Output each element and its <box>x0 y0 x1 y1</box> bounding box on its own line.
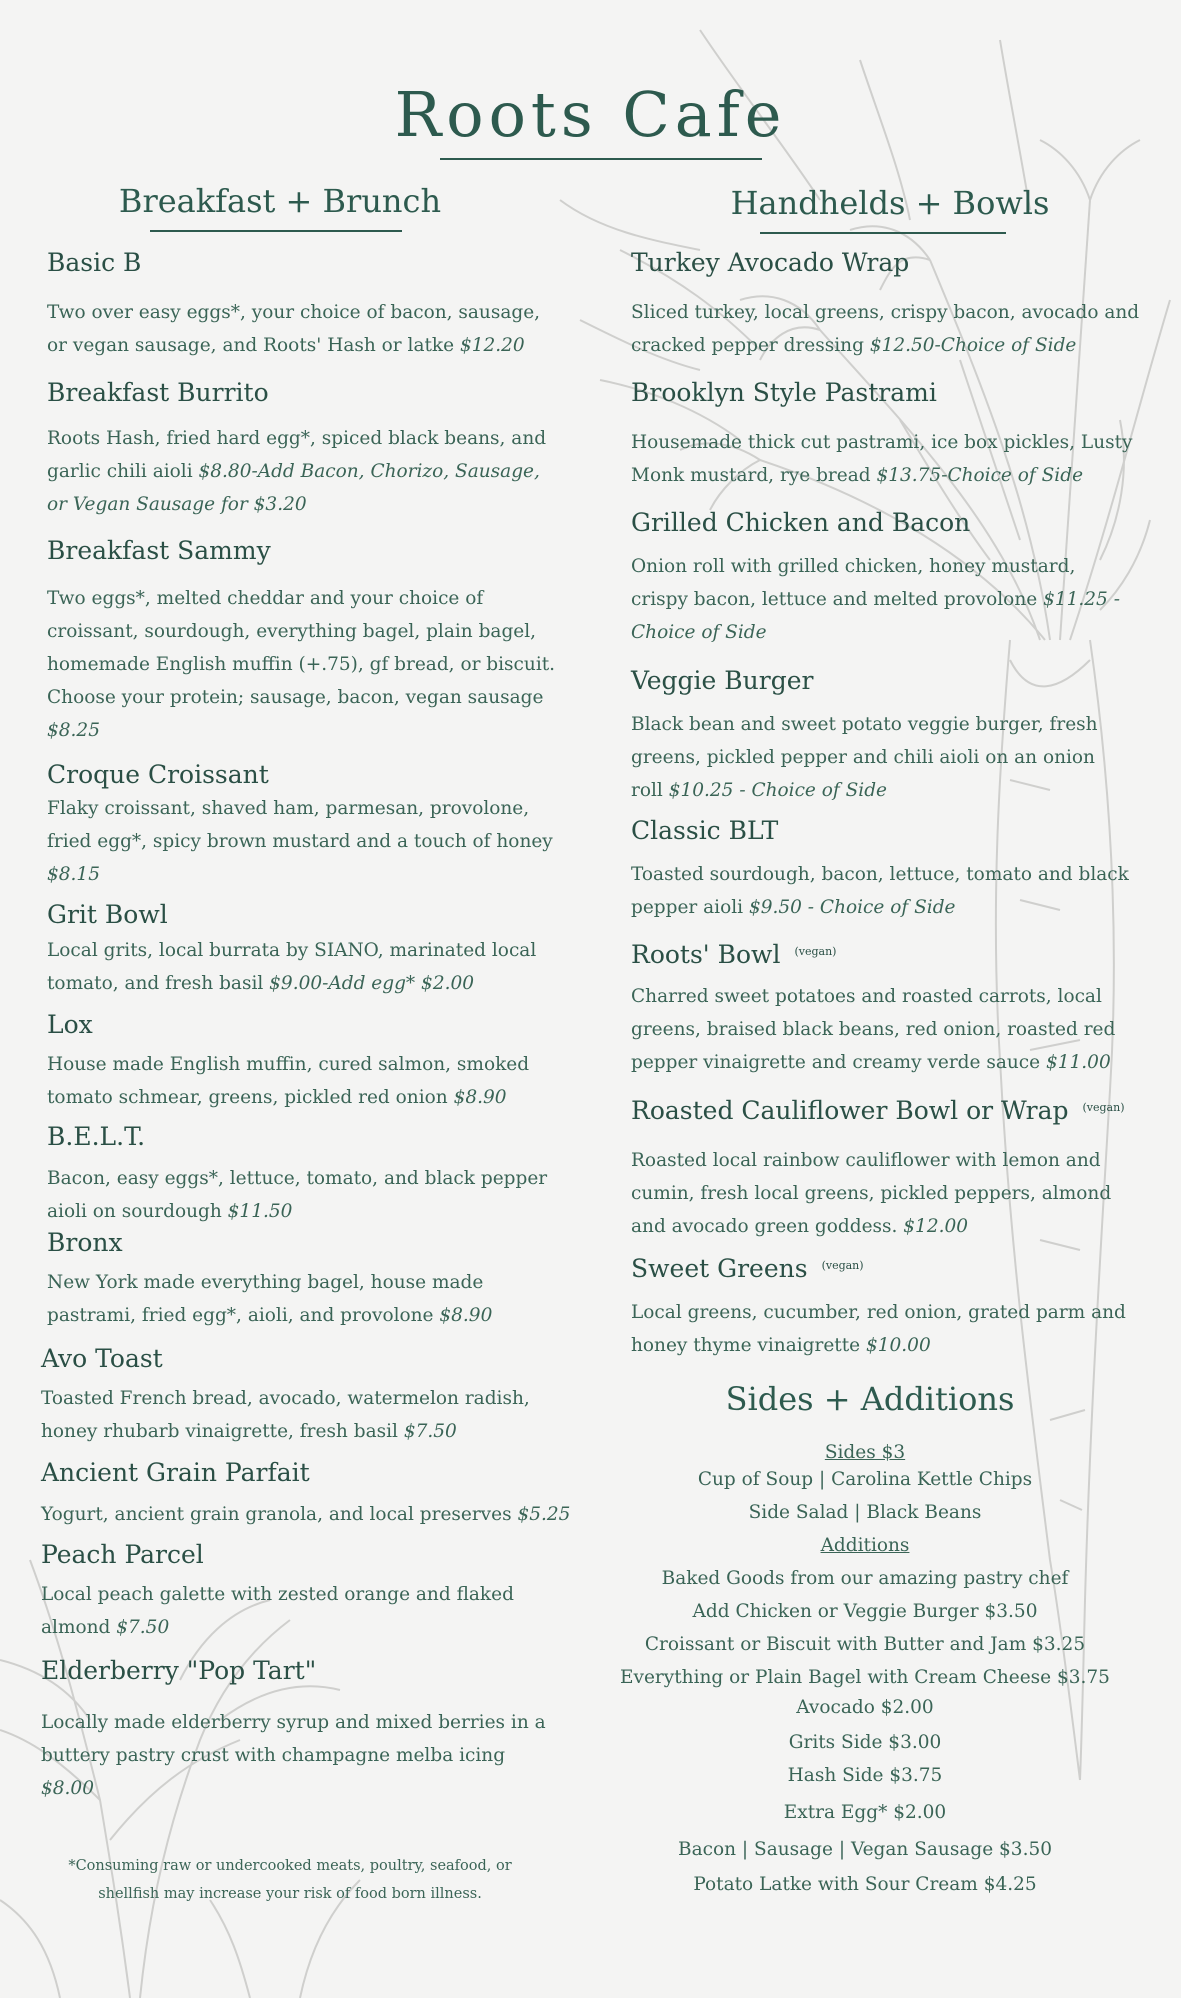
addition-line: Potato Latke with Sour Cream $4.25 <box>693 1874 1037 1895</box>
menu-item-name: Ancient Grain Parfait <box>41 1458 310 1487</box>
addition-line: Baked Goods from our amazing pastry chef <box>661 1568 1069 1589</box>
menu-item-price: $8.90 <box>439 1305 493 1326</box>
menu-item-price: $8.00 <box>41 1778 94 1799</box>
menu-item-description: Local greens, cucumber, red onion, grated parm and honey thyme vinaigrette $10.00 <box>631 1302 1126 1356</box>
menu-item-price: $8.80-Add Bacon, Chorizo, Sausage, or Vegan Sausage for $3.20 <box>47 461 540 515</box>
menu-item-description: Two eggs*, melted cheddar and your choice of croissant, sourdough, everything bagel, plain bagel, homemade English muffin (+.75), gf bread, or biscuit. Choose your protein; sausage, bacon, vegan sausage $8.25 <box>47 588 556 741</box>
menu-item-name: Bronx <box>47 1228 123 1257</box>
menu-item-price: $12.20 <box>459 335 525 356</box>
sides-line: Side Salad | Black Beans <box>748 1502 982 1523</box>
addition-line: Everything or Plain Bagel with Cream Cheese $3.75 <box>620 1667 1110 1688</box>
menu-item-name: Sweet Greens $^{(vegan)}$ <box>631 1254 864 1283</box>
menu-item-name: Grilled Chicken and Bacon <box>631 508 971 537</box>
menu-item-price: $12.50-Choice of Side <box>869 335 1077 356</box>
menu-item-description: Toasted French bread, avocado, watermelon radish, honey rhubarb vinaigrette, fresh basil $7.50 <box>41 1388 530 1442</box>
menu-item-description: Bacon, easy eggs*, lettuce, tomato, and black pepper aioli on sourdough $11.50 <box>47 1168 548 1222</box>
menu-item-name: Avo Toast <box>41 1344 163 1373</box>
addition-line: Grits Side $3.00 <box>788 1732 942 1753</box>
menu-item-name: Peach Parcel <box>41 1540 204 1569</box>
menu-item-name: Roots' Bowl $^{(vegan)}$ <box>631 940 837 969</box>
sides-line: Cup of Soup | Carolina Kettle Chips <box>697 1469 1033 1490</box>
menu-item-description: Locally made elderberry syrup and mixed berries in a buttery pastry crust with champagne melba icing $8.00 <box>41 1712 546 1799</box>
menu-item-description: House made English muffin, cured salmon, smoked tomato schmear, greens, pickled red onion $8.90 <box>47 1054 530 1108</box>
menu-item-price: $12.00 <box>903 1216 969 1237</box>
menu-item-price: $7.50 <box>403 1421 457 1442</box>
vegan-tag: (vegan) <box>821 1259 864 1272</box>
menu-item-price: $11.25 - Choice of Side <box>631 589 1120 643</box>
menu-item-price: $11.50 <box>227 1201 293 1222</box>
menu-item-name: Lox <box>47 1010 93 1039</box>
menu-item-price: $13.75-Choice of Side <box>876 465 1084 486</box>
menu-item-description: Onion roll with grilled chicken, honey mustard, crispy bacon, lettuce and melted provolone $11.25 - Choice of Side <box>631 556 1120 643</box>
menu-item-price: $9.50 - Choice of Side <box>748 897 956 918</box>
menu-item-price: $8.90 <box>453 1087 507 1108</box>
addition-line: Extra Egg* $2.00 <box>783 1802 947 1823</box>
menu-item-description: Sliced turkey, local greens, crispy bacon, avocado and cracked pepper dressing $12.50-Choice of Side <box>631 302 1140 356</box>
menu-item-price: $10.25 - Choice of Side <box>668 780 888 801</box>
addition-line: Bacon | Sausage | Vegan Sausage $3.50 <box>677 1839 1052 1860</box>
menu-item-description: Yogurt, ancient grain granola, and local preserves $5.25 <box>41 1504 571 1525</box>
addition-line: Hash Side $3.75 <box>787 1765 943 1786</box>
additions-label: Additions <box>820 1535 910 1556</box>
menu-item-name: Veggie Burger <box>631 666 814 695</box>
breakfast-heading: Breakfast + Brunch <box>118 182 442 220</box>
menu-item-description: Toasted sourdough, bacon, lettuce, tomato and black pepper aioli $9.50 - Choice of Side <box>631 864 1129 918</box>
menu-item-price: $8.15 <box>47 864 100 885</box>
menu-item-description: Housemade thick cut pastrami, ice box pickles, Lusty Monk mustard, rye bread $13.75-Choice of Side <box>631 432 1133 486</box>
menu-item-price: $8.25 <box>47 720 100 741</box>
addition-line: Croissant or Biscuit with Butter and Jam $3.25 <box>644 1634 1086 1655</box>
vegan-tag: (vegan) <box>1082 1101 1125 1114</box>
menu-item-price: $10.00 <box>865 1335 931 1356</box>
handhelds-heading: Handhelds + Bowls <box>730 184 1050 222</box>
menu-item-name: Breakfast Sammy <box>47 536 271 565</box>
menu-item-description: Flaky croissant, shaved ham, parmesan, provolone, fried egg*, spicy brown mustard and a touch of honey $8.15 <box>47 798 553 885</box>
menu-item-price: $7.50 <box>116 1617 170 1638</box>
menu-item-description: Two over easy eggs*, your choice of bacon, sausage, or vegan sausage, and Roots' Hash or latke $12.20 <box>47 302 541 356</box>
menu-item-name: Breakfast Burrito <box>47 378 269 407</box>
menu-item-name: Brooklyn Style Pastrami <box>631 378 937 407</box>
menu-item-description: New York made everything bagel, house made pastrami, fried egg*, aioli, and provolone $8.90 <box>47 1272 493 1326</box>
sides-heading: Sides + Additions <box>725 1380 1015 1418</box>
handhelds-heading-underline <box>760 232 1006 234</box>
menu-item-price: $5.25 <box>517 1504 571 1525</box>
menu-item-description: Charred sweet potatoes and roasted carrots, local greens, braised black beans, red onion, roasted red pepper vinaigrette and creamy verde sauce $11.00 <box>631 986 1116 1073</box>
breakfast-heading-underline <box>150 230 402 232</box>
page-title: Roots Cafe <box>394 78 787 151</box>
food-safety-disclaimer: *Consuming raw or undercooked meats, poultry, seafood, or shellfish may increase your risk of food born illness. <box>68 1858 512 1902</box>
addition-line: Avocado $2.00 <box>796 1697 934 1718</box>
vegan-tag: (vegan) <box>794 945 837 958</box>
menu-item-name: Roasted Cauliflower Bowl or Wrap $^{(vegan)}$ <box>631 1096 1125 1125</box>
menu-item-name: Grit Bowl <box>47 900 168 929</box>
menu-item-description: Local grits, local burrata by SIANO, marinated local tomato, and fresh basil $9.00-Add egg* $2.00 <box>47 940 537 994</box>
title-underline <box>440 158 762 160</box>
sides-label: Sides $3 <box>824 1442 906 1463</box>
menu-item-name: B.E.L.T. <box>47 1122 146 1151</box>
menu-item-price: $9.00-Add egg* $2.00 <box>269 973 475 994</box>
addition-line: Add Chicken or Veggie Burger $3.50 <box>692 1601 1038 1622</box>
menu-item-description: Black bean and sweet potato veggie burger, fresh greens, pickled pepper and chili aioli on an onion roll $10.25 - Choice of Side <box>631 714 1098 801</box>
sides-block <box>600 1442 1130 1901</box>
menu-item-name: Classic BLT <box>631 816 779 845</box>
menu-item-name: Turkey Avocado Wrap <box>631 248 910 277</box>
menu-item-name: Croque Croissant <box>47 760 269 789</box>
menu-item-description: Roasted local rainbow cauliflower with lemon and cumin, fresh local greens, pickled peppers, almond and avocado green goddess. $12.00 <box>631 1150 1112 1237</box>
menu-item-price: $11.00 <box>1045 1052 1111 1073</box>
menu-item-name: Basic B <box>47 248 142 277</box>
menu-item-description: Local peach galette with zested orange and flaked almond $7.50 <box>41 1584 514 1638</box>
menu-item-name: Elderberry "Pop Tart" <box>41 1656 317 1685</box>
menu-item-description: Roots Hash, fried hard egg*, spiced black beans, and garlic chili aioli $8.80-Add Bacon, Chorizo, Sausage, or Vegan Sausage for $3.20 <box>47 428 547 515</box>
